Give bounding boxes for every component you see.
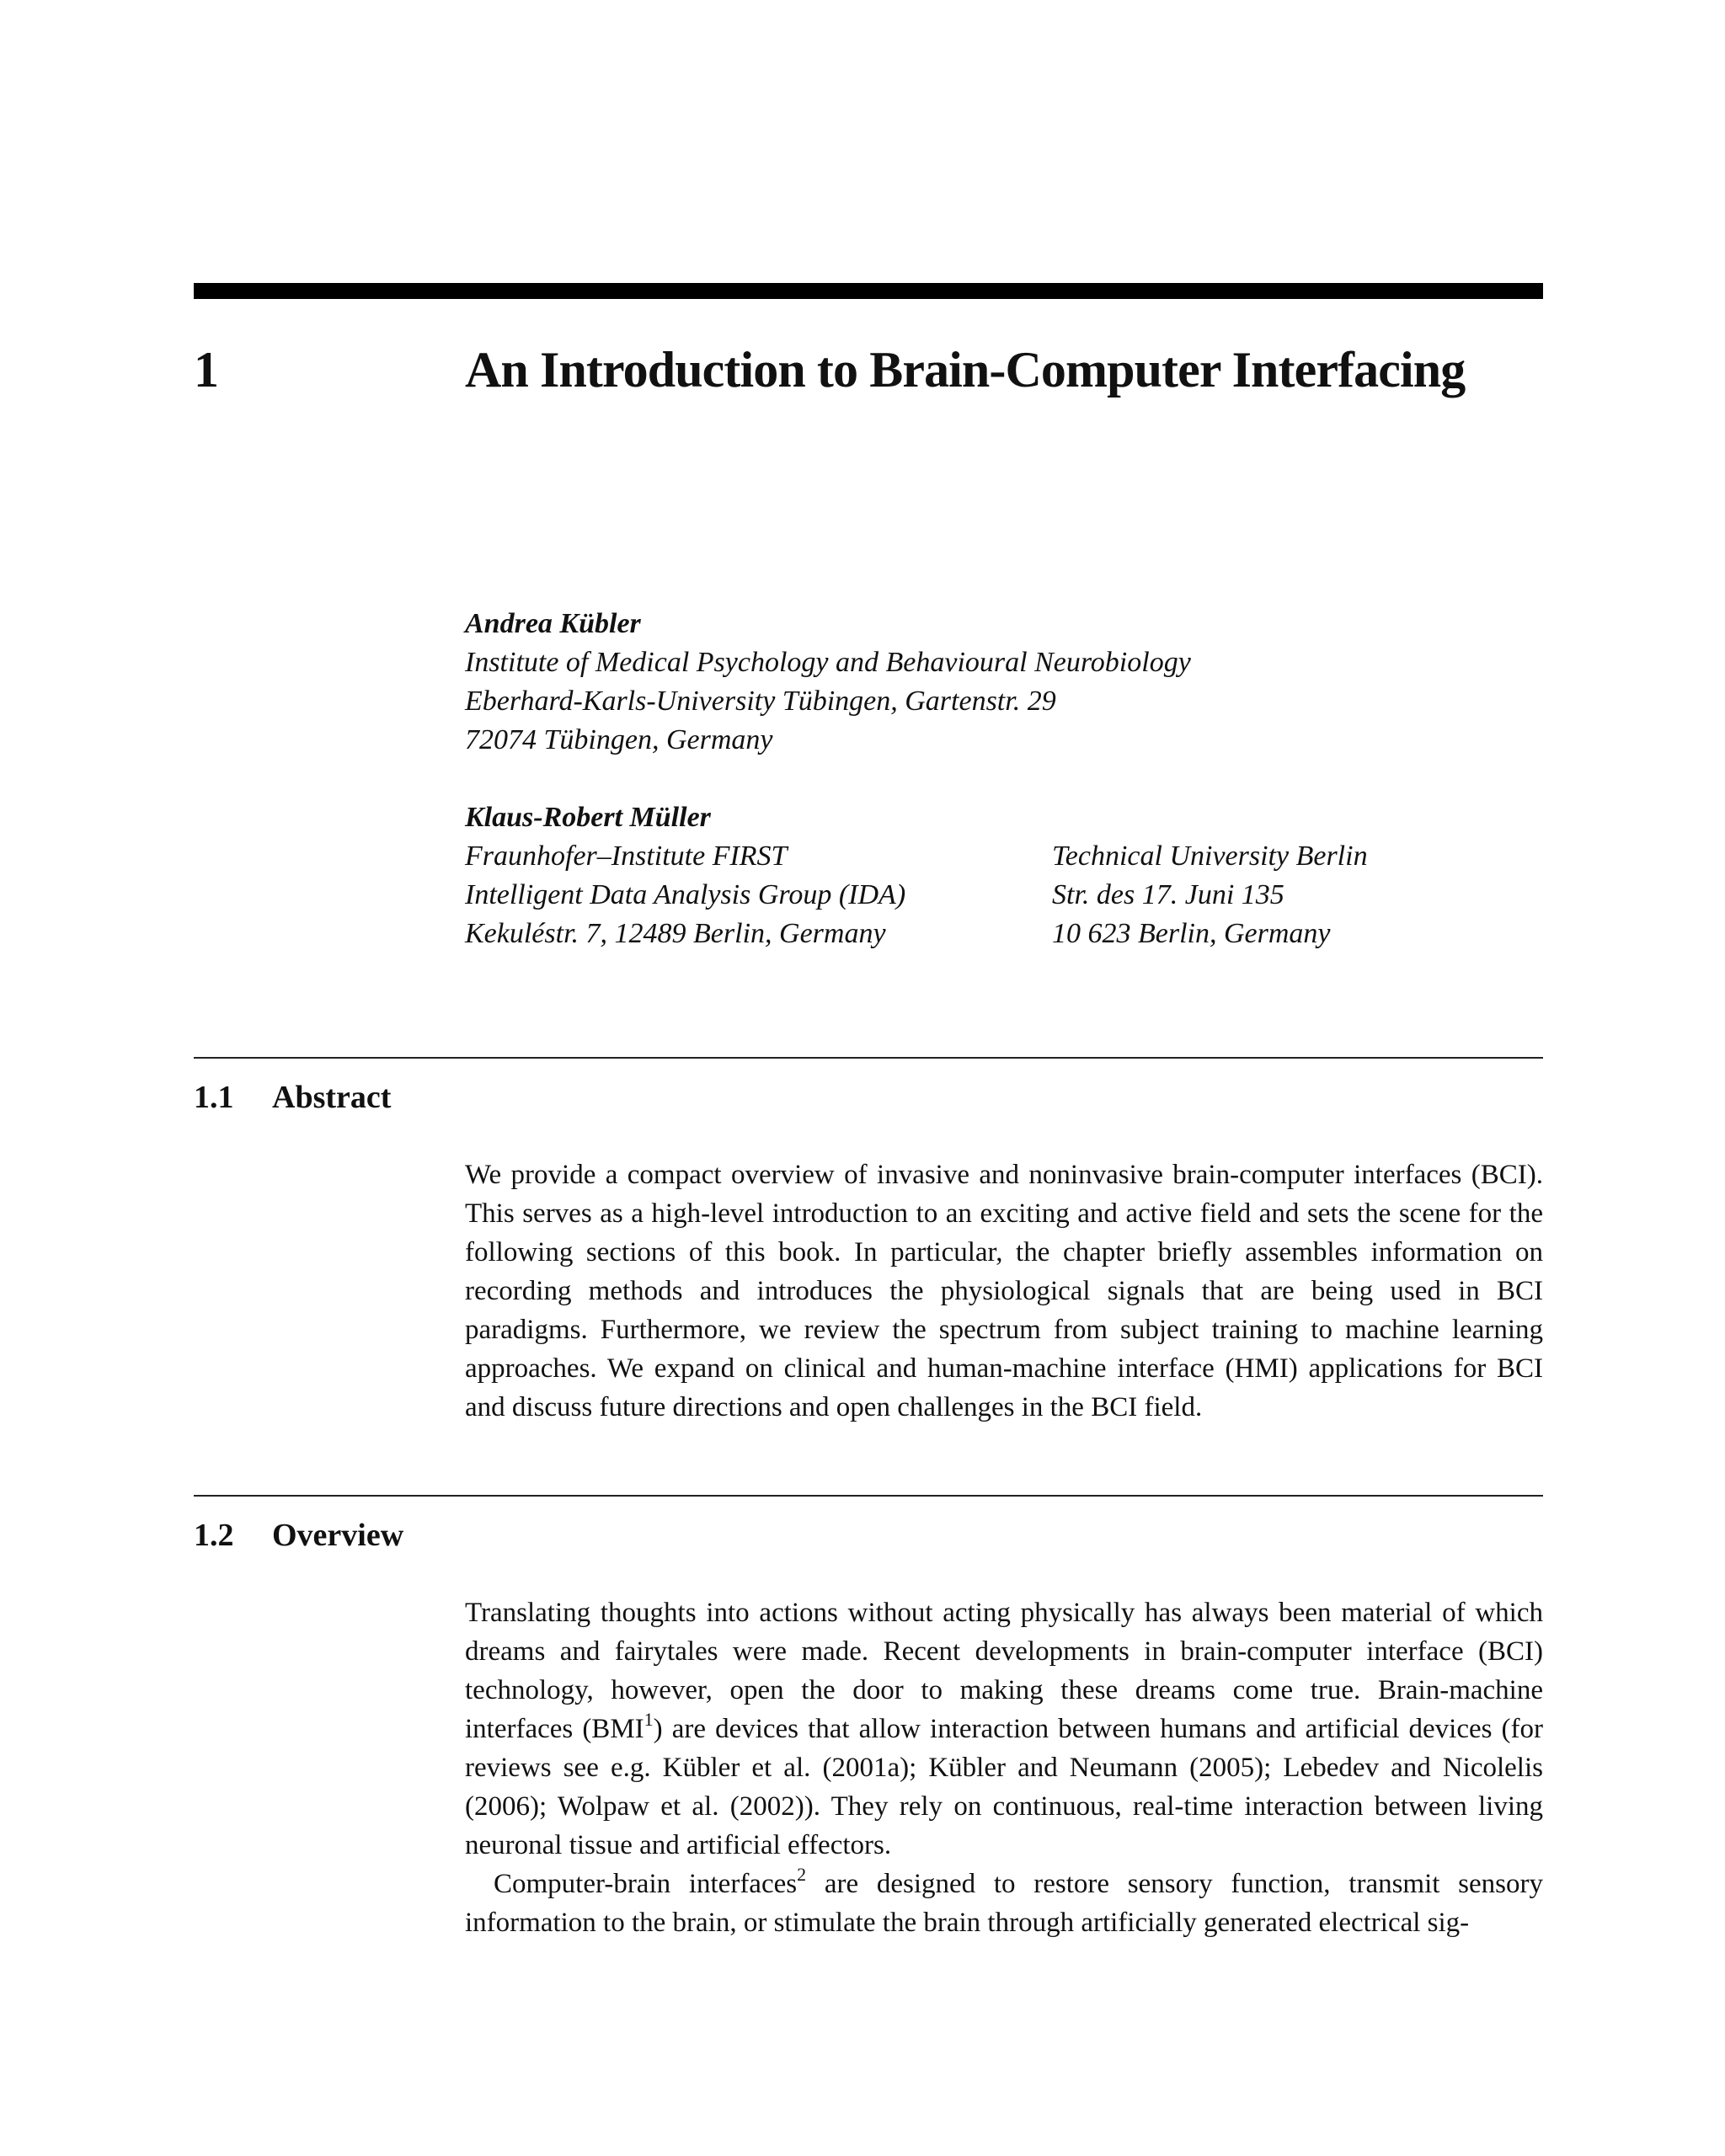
section-title: Abstract — [272, 1080, 392, 1115]
chapter-number: 1 — [194, 342, 219, 398]
paragraph-text: ) are devices that allow interaction between humans and artificial devices (for reviews see e.g. Kübler et al. (2001a); Kübler and Neumann (2005); Lebedev and Nicolelis (2006); Wolpaw et al. (2002)). They rely on continuous, real-time interaction between living neuronal tissue and artificial effectors. — [465, 1714, 1543, 1860]
overview-paragraph-2 — [465, 1865, 1543, 1942]
section-number: 1.1 — [194, 1080, 234, 1115]
author-name: Klaus-Robert Müller — [465, 802, 711, 833]
author-block-muller — [465, 798, 1543, 953]
paragraph-text: Translating thoughts into actions without acting physically has always been material of which dreams and fairytales were made. Recent developments in brain-computer interface (BCI) technology, however, open the door to making these dreams come true. Brain-machine interfaces (BMI — [465, 1598, 1543, 1744]
chapter-title: An Introduction to Brain-Computer Interfacing — [465, 342, 1466, 398]
author-block-kubler — [465, 605, 1543, 760]
section-rule-abstract — [194, 1057, 1543, 1059]
chapter-top-rule — [194, 283, 1543, 299]
affiliation-line: Eberhard-Karls-University Tübingen, Gartenstr. 29 — [465, 686, 1056, 717]
affiliation-line: Institute of Medical Psychology and Behavioural Neurobiology — [465, 647, 1191, 678]
affiliation-left-column — [465, 837, 1052, 953]
affiliation-line: 72074 Tübingen, Germany — [465, 724, 773, 755]
section-title: Overview — [272, 1518, 404, 1553]
affiliation-line: Fraunhofer–Institute FIRST — [465, 841, 788, 872]
affiliation-line: Kekuléstr. 7, 12489 Berlin, Germany — [465, 918, 886, 949]
abstract-paragraph: We provide a compact overview of invasive and noninvasive brain-computer interfaces (BCI). This serves as a high-level introduction to an exciting and active field and sets the scene for the following sections of this book. In particular, the chapter briefly assembles information on recording methods and introduces the physiological signals that are being used in BCI paradigms. Furthermore, we review the spectrum from subject training to machine learning approaches. We expand on clinical and human-machine interface (HMI) applications for BCI and discuss future directions and open challenges in the BCI field. — [465, 1160, 1543, 1422]
paragraph-text: Computer-brain interfaces — [494, 1869, 798, 1899]
affiliation-line: Str. des 17. Juni 135 — [1052, 879, 1284, 910]
author-list — [465, 605, 1543, 953]
section-heading-overview — [194, 1516, 403, 1555]
author-name: Andrea Kübler — [465, 608, 641, 639]
overview-body — [465, 1593, 1543, 1942]
footnote-marker[interactable]: 1 — [644, 1709, 654, 1730]
affiliation-line: 10 623 Berlin, Germany — [1052, 918, 1331, 949]
overview-paragraph-1 — [465, 1593, 1543, 1865]
affiliation-right-column — [1052, 837, 1543, 953]
affiliation-line: Intelligent Data Analysis Group (IDA) — [465, 879, 906, 910]
section-number: 1.2 — [194, 1518, 234, 1553]
section-heading-abstract — [194, 1078, 391, 1117]
affiliation-columns — [465, 837, 1543, 953]
section-rule-overview — [194, 1495, 1543, 1497]
abstract-body — [465, 1155, 1543, 1427]
footnote-marker[interactable]: 2 — [797, 1864, 807, 1885]
paragraph-text: are designed to restore sensory function, transmit sensory information to the brain, or stimulate the brain through artificially generated electrical sig- — [465, 1869, 1543, 1938]
affiliation-line: Technical University Berlin — [1052, 841, 1368, 872]
